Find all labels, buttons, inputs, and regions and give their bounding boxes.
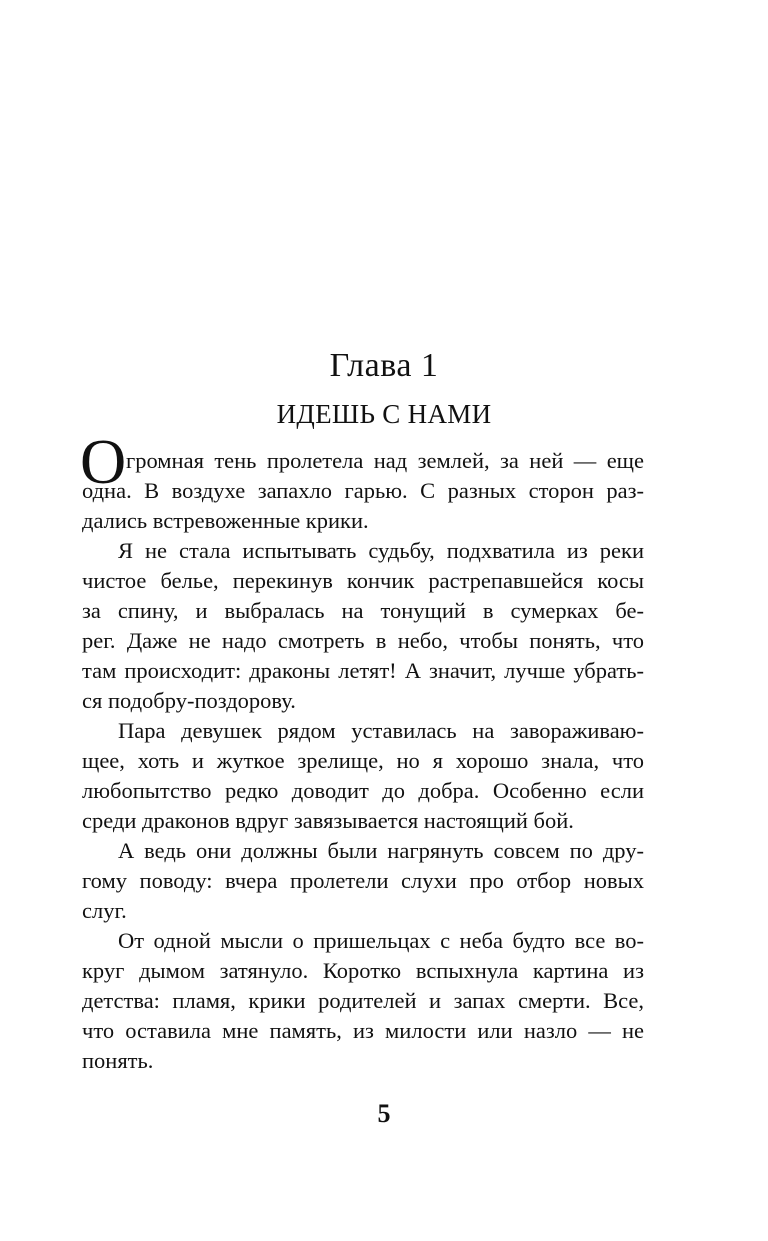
text-line: понять. bbox=[82, 1048, 154, 1073]
text-line: слуг. bbox=[82, 898, 127, 923]
chapter-title: ИДЕШЬ С НАМИ bbox=[276, 399, 492, 429]
text-line: чистое белье, перекинув кончик растрепавшейся косы bbox=[82, 568, 644, 593]
drop-cap: О bbox=[80, 426, 127, 497]
text-line: любопытство редко доводит до добра. Особенно если bbox=[82, 778, 644, 803]
text-line: Я не стала испытывать судьбу, подхватила из реки bbox=[118, 538, 644, 563]
line-text: громная тень пролетела над землей, за ней — еще bbox=[126, 448, 644, 473]
text-line: рег. Даже не надо смотреть в небо, чтобы понять, что bbox=[82, 628, 644, 653]
chapter-body bbox=[80, 426, 644, 1076]
text-line: одна. В воздухе запахло гарью. С разных сторон раз- bbox=[82, 478, 644, 503]
text-line: От одной мысли о пришельцах с неба будто все во- bbox=[118, 928, 644, 953]
text-line: что оставила мне память, из милости или назло — не bbox=[82, 1018, 644, 1043]
text-line: среди драконов вдруг завязывается настоящий бой. bbox=[82, 808, 574, 833]
page-number: 5 bbox=[377, 1099, 391, 1128]
chapter-number: Глава 1 bbox=[329, 347, 439, 384]
text-line: ся подобру-поздорову. bbox=[82, 688, 296, 713]
text-line: дались встревоженные крики. bbox=[82, 508, 369, 533]
text-line: щее, хоть и жуткое зрелище, но я хорошо знала, что bbox=[82, 748, 644, 773]
text-line: круг дымом затянуло. Коротко вспыхнула картина из bbox=[82, 958, 644, 983]
text-line: за спину, и выбралась на тонущий в сумерках бе- bbox=[82, 598, 644, 623]
text-line: детства: пламя, крики родителей и запах смерти. Все, bbox=[82, 988, 644, 1013]
text-line: А ведь они должны были нагрянуть совсем по дру- bbox=[118, 838, 644, 863]
text-line: Пара девушек рядом уставилась на завораживаю- bbox=[118, 718, 644, 743]
text-line: там происходит: драконы летят! А значит, лучше убрать- bbox=[82, 658, 644, 683]
text-line: гому поводу: вчера пролетели слухи про отбор новых bbox=[82, 868, 644, 893]
